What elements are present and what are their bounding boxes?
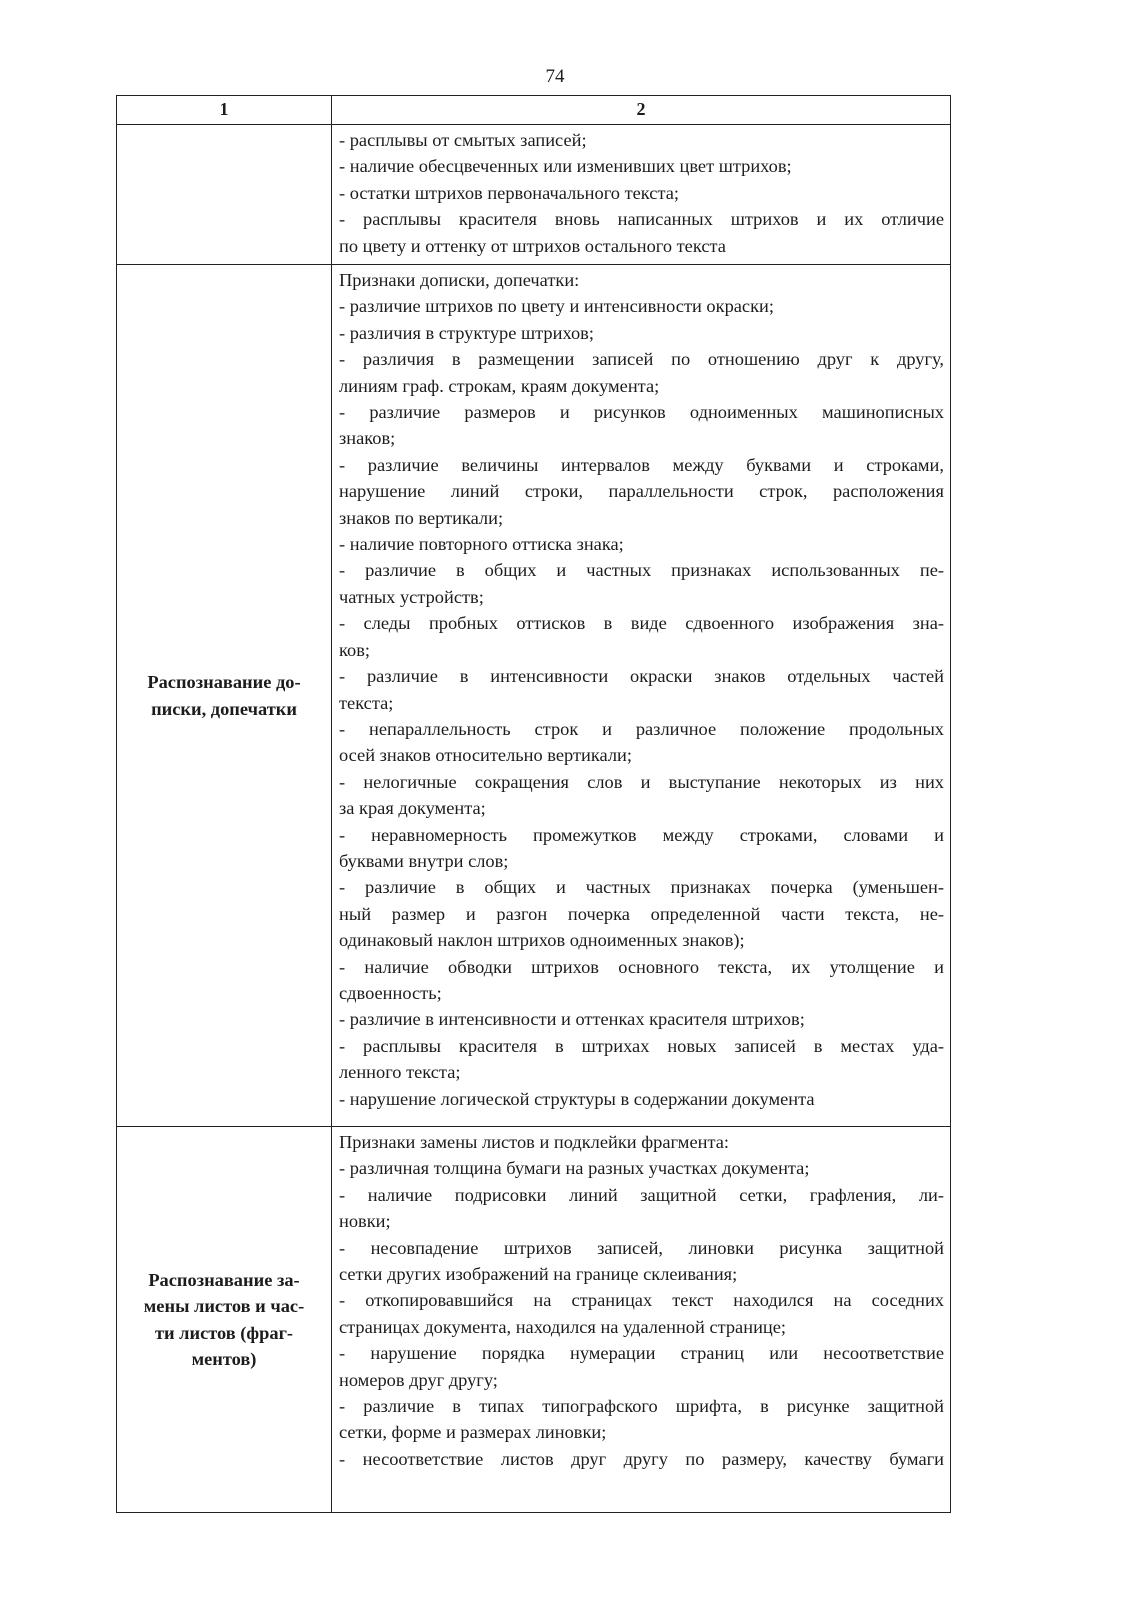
description-line: за края документа; [339,798,486,819]
column-header-2: 2 [332,96,951,125]
description-line: по цвету и оттенку от штрихов остального текста [339,235,726,256]
description-line: - следы пробных оттисков в виде сдвоенного изображения зна- [339,613,944,634]
description-line: - различие в интенсивности окраски знаков отдельных частей [339,666,944,687]
description-line: - различная толщина бумаги на разных участках документа; [339,1158,810,1179]
description-cell [332,125,951,265]
description-line: номеров друг другу; [339,1369,498,1390]
description-line: ленного текста; [339,1062,461,1083]
category-label-line: ти листов (фраг- [154,1322,294,1343]
description-line: - различие в общих и частных признаках почерка (уменьшен- [339,877,944,898]
description-line: - расплывы красителя в штрихах новых записей в местах уда- [339,1035,944,1056]
description-cell [332,265,951,1127]
description-line: - различие в типах типографского шрифта, в рисунке защитной [339,1396,944,1417]
description-line: - расплывы от смытых записей; [339,130,587,150]
description-line: - несовпадение штрихов записей, линовки рисунка защитной [339,1237,944,1258]
description-line: осей знаков относительно вертикали; [339,745,632,766]
description-line: нарушение линий строки, параллельности строк, расположения [339,481,944,502]
description-line: ков; [339,639,370,660]
description-line: - откопировавшийся на страницах текст находился на соседних [339,1290,944,1311]
table-header-row [117,96,951,125]
description-line: - остатки штрихов первоначального текста; [339,182,679,203]
description-line: Признаки замены листов и подклейки фрагмента: [339,1132,729,1152]
table-row [117,125,951,265]
category-label-line: Распознавание до- [147,672,301,693]
description-line: новки; [339,1211,391,1232]
description-line: - различия в размещении записей по отношению друг к другу, [339,349,944,370]
category-cell [117,125,332,265]
description-line: - нарушение логической структуры в содержании документа [339,1088,815,1109]
description-line: сетки, форме и размерах линовки; [339,1422,607,1443]
page-number: 74 [545,66,565,87]
description-line: текста; [339,692,394,713]
description-cell [332,1127,951,1513]
description-line: - расплывы красителя вновь написанных штрихов и их отличие [339,209,944,230]
description-line: страницах документа, находился на удаленной странице; [339,1316,787,1337]
description-line: чатных устройств; [339,586,484,607]
category-label-line: Распознавание за- [148,1269,300,1290]
description-line: - несоответствие листов друг другу по размеру, качеству бумаги [339,1448,944,1469]
category-label-line: мены листов и час- [143,1296,305,1317]
description-line: - наличие подрисовки линий защитной сетки, графления, ли- [339,1184,944,1205]
description-line: - непараллельность строк и различное положение продольных [339,718,944,739]
description-line: - наличие обводки штрихов основного текста, их утолщение и [339,956,944,977]
description-line: - наличие обесцвеченных или изменивших цвет штрихов; [339,156,792,177]
description-line: буквами внутри слов; [339,850,509,871]
description-line: ный размер и разгон почерка определенной части текста, не- [339,903,944,924]
description-line: - различие в общих и частных признаках использованных пе- [339,560,944,581]
category-cell [117,1127,332,1513]
category-cell [117,265,332,1127]
description-line: - различия в структуре штрихов; [339,322,594,343]
table-row [117,265,951,1127]
description-line: - неравномерность промежутков между строками, словами и [339,824,944,845]
table-row [117,1127,951,1513]
description-line: сдвоенность; [339,982,442,1003]
description-line: одинаковый наклон штрихов одноименных знаков); [339,930,745,951]
description-line: линиям граф. строкам, краям документа; [339,375,660,396]
description-line: - наличие повторного оттиска знака; [339,534,624,555]
description-line: - различие размеров и рисунков одноименных машинописных [339,402,944,423]
description-line: - нелогичные сокращения слов и выступание некоторых из них [339,771,944,792]
description-line: - различие величины интервалов между буквами и строками, [339,454,944,475]
description-line: Признаки дописки, допечатки: [339,270,580,290]
category-label-line: ментов) [191,1348,257,1369]
description-line: сетки других изображений на границе склеивания; [339,1264,738,1285]
criteria-table [116,95,951,1513]
description-line: знаков; [339,428,396,449]
description-line: - различие штрихов по цвету и интенсивности окраски; [339,296,774,317]
category-label-line: писки, допечатки [151,698,297,719]
column-header-1: 1 [117,96,332,125]
description-line: знаков по вертикали; [339,507,504,528]
description-line: - различие в интенсивности и оттенках красителя штрихов; [339,1009,805,1030]
description-line: - нарушение порядка нумерации страниц или несоответствие [339,1343,944,1364]
